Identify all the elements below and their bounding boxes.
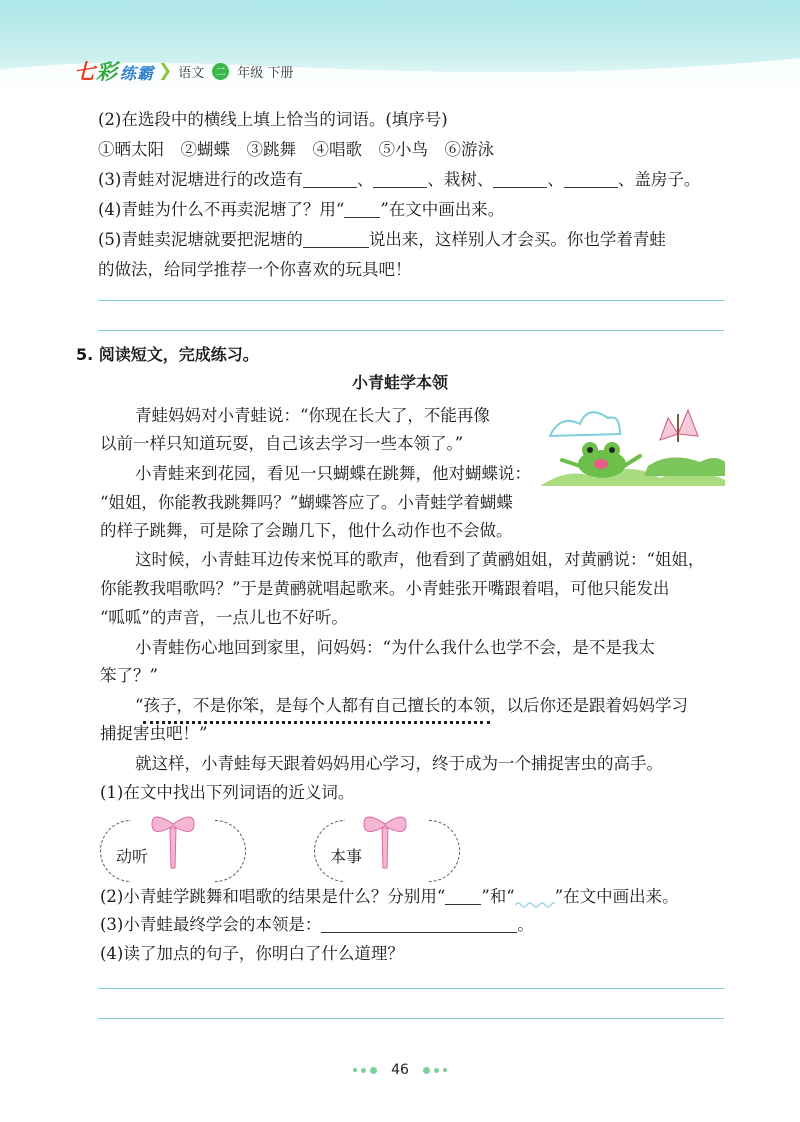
para2-line3: 的样子跳舞，可是除了会蹦几下，他什么动作也不会做。: [100, 521, 513, 540]
q5-sub3: (3)小青蛙最终学会的本领是： 。: [100, 915, 534, 934]
q5-sub4: (4)读了加点的句子，你明白了什么道理？: [100, 944, 404, 963]
para2-line2: “姐姐，你能教我跳舞吗？”蝴蝶答应了。小青蛙学着蝴蝶: [100, 493, 513, 512]
para3-line2: 你能教我唱歌吗？”于是黄鹂就唱起歌来。小青蛙张开嘴跟着唱，可他只能发出: [100, 579, 670, 598]
grade-label: 年级 下册: [237, 65, 294, 81]
q5-heading: [76, 342, 259, 365]
underline-sample: [344, 203, 380, 218]
answer-line[interactable]: [98, 300, 724, 301]
frog-butterfly-illustration: [540, 396, 725, 486]
q4-part4: (4)青蛙为什么不再卖泥塘了？用“ ”在文中画出来。: [98, 200, 505, 219]
page-number: 46: [391, 1062, 409, 1078]
bow-ribbon-icon: [148, 808, 198, 870]
brand-logo: 七彩 练霸: [74, 60, 155, 84]
para6: 就这样，小青蛙每天跟着妈妈用心学习，终于成为一个捕捉害虫的高手。: [135, 754, 663, 773]
q5-sub1: (1)在文中找出下列词语的近义词。: [100, 783, 355, 802]
answer-blank[interactable]: [373, 173, 427, 188]
answer-blank[interactable]: [303, 233, 369, 248]
q4-part5-cont: 的做法，给同学推荐一个你喜欢的玩具吧！: [98, 260, 412, 279]
q5-sub2: (2)小青蛙学跳舞和唱歌的结果是什么？分别用“ ”和“ ”在文中画出来。: [100, 887, 679, 906]
straight-line-sample: [445, 890, 481, 905]
para1-line2: 以前一样只知道玩耍，自己该去学习一些本领了。”: [100, 434, 464, 453]
para5-line2: 捕捉害虫吧！”: [100, 724, 208, 743]
header-brand: [74, 56, 293, 86]
answer-line[interactable]: [98, 330, 724, 331]
synonym-word-2: 本事: [330, 847, 363, 866]
synonym-word-1: 动听: [116, 847, 149, 866]
bow-ribbon-icon: [360, 808, 410, 870]
q4-part2: (2)在选段中的横线上填上恰当的词语。(填序号): [98, 110, 448, 129]
para3-line1: 这时候，小青蛙耳边传来悦耳的歌声，他看到了黄鹂姐姐，对黄鹂说：“姐姐，: [135, 550, 705, 569]
answer-blank[interactable]: [303, 173, 357, 188]
q4-part5: (5)青蛙卖泥塘就要把泥塘的 说出来，这样别人才会买。你也学着青蛙: [98, 230, 666, 249]
answer-blank[interactable]: [564, 173, 618, 188]
answer-line[interactable]: [98, 988, 724, 989]
grade-badge: 二: [212, 63, 229, 80]
question-number: 5.: [76, 345, 94, 364]
para5-line1: “孩子，不是你笨，是每个人都有自己擅长的本领，以后你还是跟着妈妈学习: [135, 692, 688, 716]
answer-line[interactable]: [98, 1018, 724, 1019]
chevron-right-icon: ❯: [158, 61, 173, 81]
answer-blank[interactable]: [321, 918, 517, 933]
para4-line2: 笨了？”: [100, 666, 158, 685]
subject-label: 语文: [178, 65, 205, 81]
article-title: 小青蛙学本领: [351, 373, 448, 392]
para2-line1: 小青蛙来到花园，看见一只蝴蝶在跳舞，他对蝴蝶说：: [135, 464, 531, 483]
wavy-line-sample: [515, 893, 555, 905]
dotted-sentence: 孩子，不是你笨，是每个人都有自己擅长的本领: [143, 696, 490, 724]
q4-options: ①晒太阳 ②蝴蝶 ③跳舞 ④唱歌 ⑤小鸟 ⑥游泳: [98, 140, 494, 159]
q4-part3: (3)青蛙对泥塘进行的改造有 、 、栽树、 、 、盖房子。: [98, 170, 701, 189]
question-instruction: 阅读短文，完成练习。: [98, 345, 259, 364]
para4-line1: 小青蛙伤心地回到家里，问妈妈：“为什么我什么也学不会，是不是我太: [135, 638, 655, 657]
page-footer: [0, 1062, 800, 1078]
answer-blank[interactable]: [493, 173, 547, 188]
para3-line3: “呱呱”的声音，一点儿也不好听。: [100, 608, 348, 627]
para1-line1: 青蛙妈妈对小青蛙说：“你现在长大了，不能再像: [135, 406, 490, 425]
